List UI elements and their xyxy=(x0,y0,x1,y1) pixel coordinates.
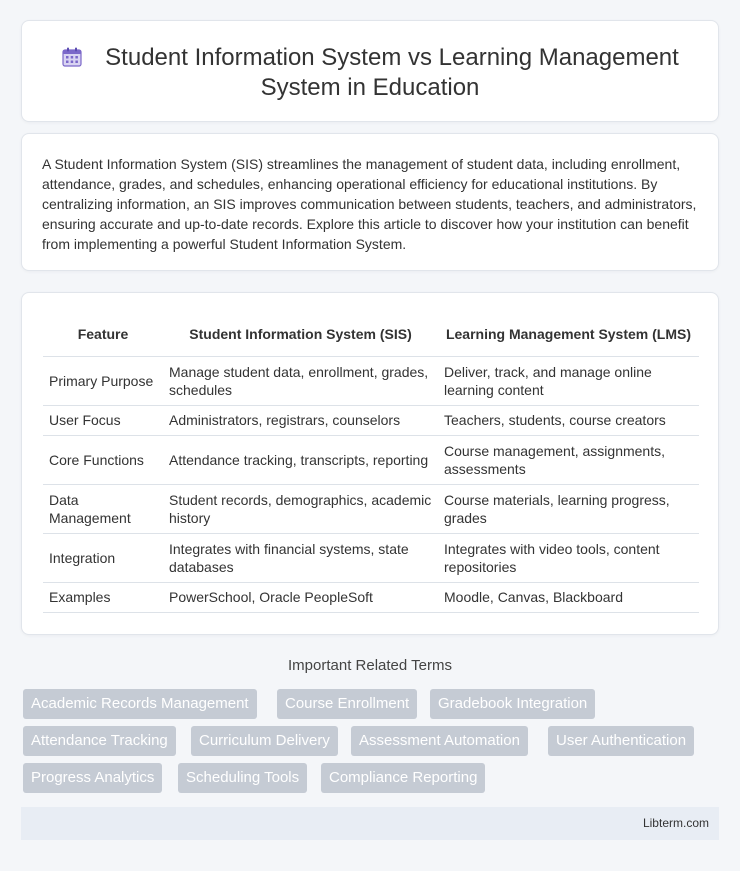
table-row xyxy=(43,533,699,582)
related-terms-title: Important Related Terms xyxy=(288,657,452,674)
intro-card xyxy=(21,133,719,271)
table-cell: Examples xyxy=(43,582,163,612)
table-cell: Student records, demographics, academic history xyxy=(163,484,438,533)
header-feature: Feature xyxy=(43,313,163,356)
table-cell: PowerSchool, Oracle PeopleSoft xyxy=(163,582,438,612)
table-cell: Integrates with financial systems, state databases xyxy=(163,533,438,582)
tag-progress-analytics[interactable]: Progress Analytics xyxy=(23,763,162,793)
tag-compliance-reporting[interactable]: Compliance Reporting xyxy=(321,763,485,793)
tag-course-enrollment[interactable]: Course Enrollment xyxy=(277,689,417,719)
tag-attendance-tracking[interactable]: Attendance Tracking xyxy=(23,726,176,756)
tag-assessment-automation[interactable]: Assessment Automation xyxy=(351,726,528,756)
tag-academic-records-management[interactable]: Academic Records Management xyxy=(23,689,257,719)
footer-site-link[interactable]: Libterm.com xyxy=(642,816,709,830)
calendar-icon xyxy=(61,46,83,68)
table-row xyxy=(43,405,699,435)
page-title: Student Information System vs Learning Management System in Education xyxy=(105,44,679,101)
table-row xyxy=(43,356,699,405)
table-cell: Primary Purpose xyxy=(43,356,163,405)
tag-user-authentication[interactable]: User Authentication xyxy=(548,726,694,756)
table-header-row xyxy=(43,313,699,356)
table-cell: Course materials, learning progress, grades xyxy=(438,484,699,533)
table-cell: Administrators, registrars, counselors xyxy=(163,405,438,435)
tag-curriculum-delivery[interactable]: Curriculum Delivery xyxy=(191,726,338,756)
table-cell: Moodle, Canvas, Blackboard xyxy=(438,582,699,612)
table-row xyxy=(43,484,699,533)
intro-paragraph: A Student Information System (SIS) streamlines the management of student data, including enrollment, attendance, grades, and schedules, enhancing operational efficiency for educational institutions. By centralizing information, an SIS improves communication between students, teachers, and administrators, ensuring accurate and up-to-date records. Explore this article to discover how your institution can benefit from implementing a powerful Student Information System. xyxy=(42,156,697,252)
table-cell: Course management, assignments, assessments xyxy=(438,435,699,484)
title-card xyxy=(21,20,719,122)
table-row xyxy=(43,582,699,612)
comparison-card xyxy=(21,292,719,635)
table-cell: Integrates with video tools, content repositories xyxy=(438,533,699,582)
tag-scheduling-tools[interactable]: Scheduling Tools xyxy=(178,763,307,793)
table-cell: Deliver, track, and manage online learning content xyxy=(438,356,699,405)
table-cell: Attendance tracking, transcripts, reporting xyxy=(163,435,438,484)
table-cell: User Focus xyxy=(43,405,163,435)
table-cell: Core Functions xyxy=(43,435,163,484)
comparison-table xyxy=(43,313,699,613)
table-row xyxy=(43,435,699,484)
tag-gradebook-integration[interactable]: Gradebook Integration xyxy=(430,689,595,719)
table-cell: Teachers, students, course creators xyxy=(438,405,699,435)
page-title-wrap xyxy=(22,43,718,103)
table-cell: Manage student data, enrollment, grades, schedules xyxy=(163,356,438,405)
header-lms: Learning Management System (LMS) xyxy=(438,313,699,356)
table-cell: Data Management xyxy=(43,484,163,533)
footer xyxy=(21,807,719,840)
table-cell: Integration xyxy=(43,533,163,582)
header-sis: Student Information System (SIS) xyxy=(163,313,438,356)
